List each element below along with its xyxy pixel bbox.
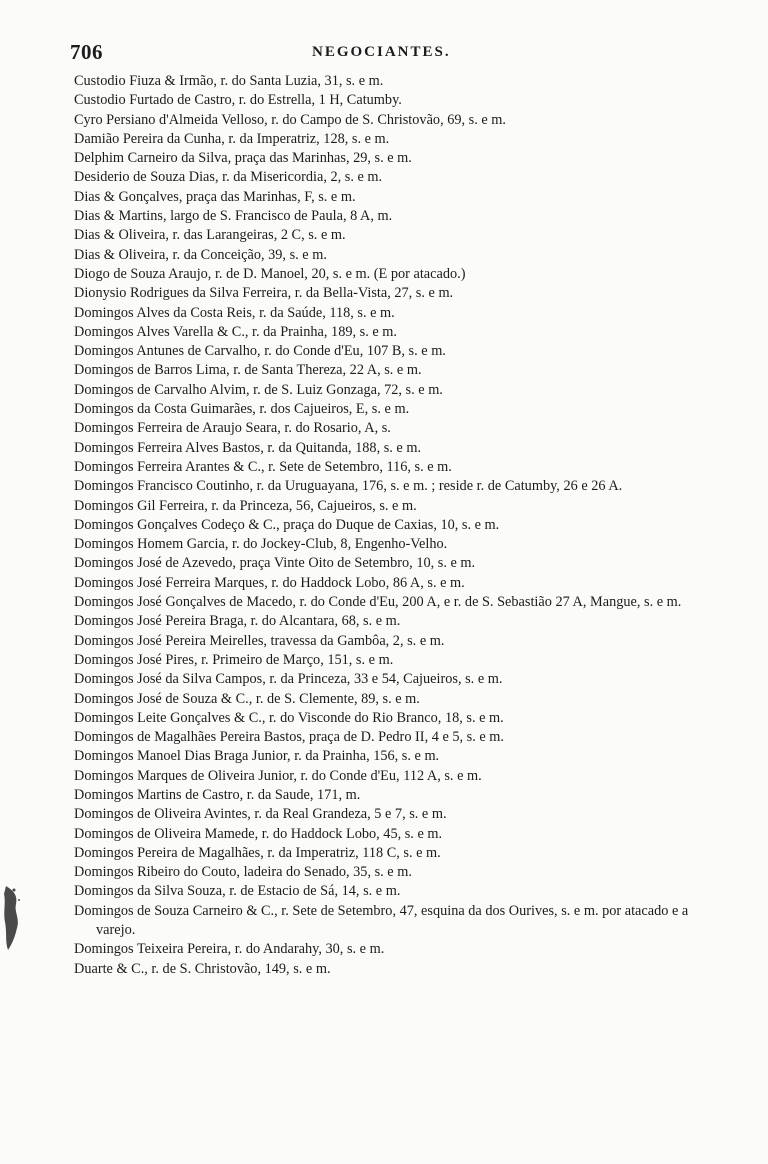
list-item: Domingos José Pereira Braga, r. do Alcantara, 68, s. e m. (74, 613, 401, 630)
list-item: Dionysio Rodrigues da Silva Ferreira, r. da Bella-Vista, 27, s. e m. (74, 285, 454, 302)
list-item: Damião Pereira da Cunha, r. da Imperatriz, 128, s. e m. (74, 130, 390, 147)
list-item: Dias & Gonçalves, praça das Marinhas, F, s. e m. (74, 188, 356, 205)
list-item: Delphim Carneiro da Silva, praça das Marinhas, 29, s. e m. (74, 150, 412, 167)
list-item: Domingos da Silva Souza, r. de Estacio de Sá, 14, s. e m. (74, 883, 401, 900)
list-item: Domingos José de Souza & C., r. de S. Clemente, 89, s. e m. (74, 690, 420, 707)
list-item: Domingos Martins de Castro, r. da Saude, 171, m. (74, 786, 361, 803)
list-item: Domingos da Costa Guimarães, r. dos Cajueiros, E, s. e m. (74, 401, 410, 418)
list-item: Domingos Teixeira Pereira, r. do Andarahy, 30, s. e m. (74, 941, 385, 958)
list-item: Domingos José Ferreira Marques, r. do Haddock Lobo, 86 A, s. e m. (74, 574, 465, 591)
list-item: Domingos Manoel Dias Braga Junior, r. da Prainha, 156, s. e m. (74, 748, 440, 765)
list-item: Domingos Gil Ferreira, r. da Princeza, 56, Cajueiros, s. e m. (74, 497, 417, 514)
list-item: Domingos Antunes de Carvalho, r. do Conde d'Eu, 107 B, s. e m. (74, 343, 446, 360)
list-item: Domingos Gonçalves Codeço & C., praça do Duque de Caxias, 10, s. e m. (74, 516, 500, 533)
list-item: Domingos Francisco Coutinho, r. da Uruguayana, 176, s. e m. ; reside r. de Catumby, 26 e 26 A. (74, 478, 623, 495)
list-item: Domingos de Carvalho Alvim, r. de S. Luiz Gonzaga, 72, s. e m. (74, 381, 443, 398)
list-item: Domingos José da Silva Campos, r. da Princeza, 33 e 54, Cajueiros, s. e m. (74, 671, 503, 688)
list-item: Dias & Martins, largo de S. Francisco de Paula, 8 A, m. (74, 208, 393, 225)
list-item: Domingos Pereira de Magalhães, r. da Imperatriz, 118 C, s. e m. (74, 844, 441, 861)
list-item: Domingos de Barros Lima, r. de Santa Thereza, 22 A, s. e m. (74, 362, 422, 379)
list-item: Domingos Marques de Oliveira Junior, r. do Conde d'Eu, 112 A, s. e m. (74, 767, 482, 784)
list-item: Domingos José Pereira Meirelles, travessa da Gambôa, 2, s. e m. (74, 632, 445, 649)
list-item: Domingos Ferreira de Araujo Seara, r. do Rosario, A, s. (74, 420, 391, 437)
list-item: Custodio Fiuza & Irmão, r. do Santa Luzia, 31, s. e m. (74, 73, 384, 89)
list-item: Dias & Oliveira, r. das Larangeiras, 2 C, s. e m. (74, 227, 346, 244)
merchant-list (74, 72, 724, 979)
list-item: Domingos Homem Garcia, r. do Jockey-Club, 8, Engenho-Velho. (74, 536, 448, 553)
list-item: Domingos Alves da Costa Reis, r. da Saúde, 118, s. e m. (74, 304, 395, 321)
list-item: Domingos José Pires, r. Primeiro de Março, 151, s. e m. (74, 651, 394, 668)
list-item: Custodio Furtado de Castro, r. do Estrella, 1 H, Catumby. (74, 92, 402, 109)
list-item: Domingos José de Azevedo, praça Vinte Oito de Setembro, 10, s. e m. (74, 555, 476, 572)
page-header (70, 40, 710, 70)
list-item: Domingos de Magalhães Pereira Bastos, praça de D. Pedro II, 4 e 5, s. e m. (74, 729, 504, 746)
list-item: Domingos Ferreira Arantes & C., r. Sete de Setembro, 116, s. e m. (74, 458, 452, 475)
list-item: Duarte & C., r. de S. Christovão, 149, s. e m. (74, 960, 331, 977)
list-item: Domingos Alves Varella & C., r. da Prainha, 189, s. e m. (74, 323, 397, 340)
list-item: Domingos Ribeiro do Couto, ladeira do Senado, 35, s. e m. (74, 864, 412, 881)
running-title: NEGOCIANTES. (312, 44, 451, 60)
list-item: Domingos Leite Gonçalves & C., r. do Visconde do Rio Branco, 18, s. e m. (74, 709, 504, 726)
list-item: Desiderio de Souza Dias, r. da Misericordia, 2, s. e m. (74, 169, 383, 186)
ink-stain-mark (0, 882, 24, 954)
page-number: 706 (70, 40, 103, 64)
list-item: Domingos Ferreira Alves Bastos, r. da Quitanda, 188, s. e m. (74, 439, 422, 456)
list-item: Domingos de Souza Carneiro & C., r. Sete de Setembro, 47, esquina da dos Ourives, s. e m. por atacado e a varejo. (74, 902, 689, 939)
list-item: Cyro Persiano d'Almeida Velloso, r. do Campo de S. Christovão, 69, s. e m. (74, 111, 506, 128)
list-item: Dias & Oliveira, r. da Conceição, 39, s. e m. (74, 246, 327, 263)
list-item: Diogo de Souza Araujo, r. de D. Manoel, 20, s. e m. (E por atacado.) (74, 265, 466, 282)
list-item: Domingos de Oliveira Avintes, r. da Real Grandeza, 5 e 7, s. e m. (74, 806, 447, 823)
list-item: Domingos de Oliveira Mamede, r. do Haddock Lobo, 45, s. e m. (74, 825, 443, 842)
list-item: Domingos José Gonçalves de Macedo, r. do Conde d'Eu, 200 A, e r. de S. Sebastião 27 A, Mangue, s. e m. (74, 594, 682, 611)
